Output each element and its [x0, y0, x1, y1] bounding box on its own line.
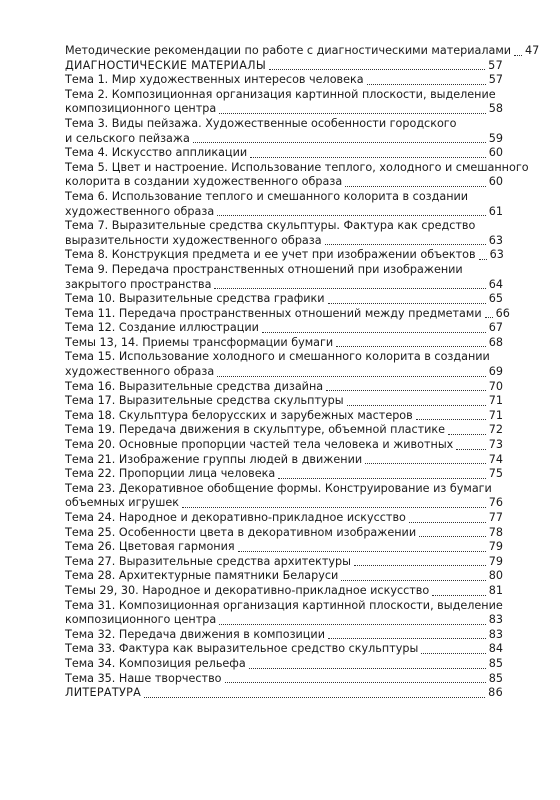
toc-entry[interactable] — [65, 628, 503, 643]
toc-entry-title: Тема 32. Передача движения в композиции — [65, 627, 325, 641]
toc-entry[interactable] — [65, 642, 503, 657]
toc-entry-title-line: объемных игрушек — [65, 496, 180, 510]
toc-entry-title-line: художественного образа — [65, 365, 215, 379]
dot-leader — [456, 449, 485, 450]
toc-page-number: 58 — [488, 102, 503, 116]
toc-page-number: 71 — [488, 394, 503, 408]
toc-entry-last-line — [65, 613, 503, 628]
dot-leader — [347, 405, 486, 406]
dot-leader — [238, 551, 486, 552]
dot-leader — [262, 332, 486, 333]
toc-page-number: 86 — [488, 686, 503, 700]
dot-leader — [432, 595, 486, 596]
toc-entry-last-line — [65, 205, 503, 220]
toc-entry-last-line — [65, 365, 503, 380]
toc-entry-title: Тема 35. Наше творчество — [65, 671, 222, 685]
toc-entry[interactable] — [65, 409, 503, 424]
toc-page-number: 66 — [495, 306, 510, 320]
toc-entry-last-line — [65, 234, 503, 249]
toc-entry[interactable] — [65, 44, 540, 59]
toc-entry[interactable] — [65, 321, 503, 336]
toc-page-number: 85 — [488, 671, 503, 685]
toc-entry-title: Тема 26. Цветовая гармония — [65, 540, 235, 554]
toc-section-title: ДИАГНОСТИЧЕСКИЕ МАТЕРИАЛЫ — [65, 58, 267, 72]
dot-leader — [409, 522, 486, 523]
toc-page-number: 83 — [488, 613, 503, 627]
toc-entry[interactable] — [65, 438, 503, 453]
toc-entry[interactable] — [65, 380, 503, 395]
toc-entry-title: Тема 1. Мир художественных интересов человека — [65, 73, 364, 87]
toc-entry-last-line — [65, 496, 503, 511]
toc-page-number: 60 — [488, 175, 503, 189]
toc-entry[interactable] — [65, 306, 510, 322]
toc-entry-title-line: Тема 7. Выразительные средства скульптуры. Фактура как средство — [65, 219, 476, 233]
toc-entry-title-line: Тема 3. Виды пейзажа. Художественные особенности городского — [65, 116, 457, 130]
toc-entry[interactable] — [65, 686, 503, 701]
toc-entry-title-line: закрытого пространства — [65, 277, 212, 291]
toc-entry[interactable] — [65, 394, 503, 409]
toc-entry-last-line — [65, 102, 503, 117]
toc-entry-title: Тема 4. Искусство аппликации — [65, 146, 248, 160]
toc-page-number: 65 — [488, 292, 503, 306]
dot-leader — [328, 303, 486, 304]
toc-entry-title: Тема 33. Фактура как выразительное средство скульптуры — [65, 642, 419, 656]
toc-entry[interactable] — [65, 336, 503, 351]
dot-leader — [365, 463, 486, 464]
toc-entry-last-line — [65, 278, 503, 293]
toc-entry[interactable] — [65, 599, 503, 628]
toc-page-number: 78 — [488, 525, 503, 539]
toc-page-number: 72 — [488, 423, 503, 437]
toc-entry-title-line: художественного образа — [65, 204, 215, 218]
toc-entry-title-line: Тема 9. Передача пространственных отношений при изображении — [65, 262, 463, 276]
dot-leader — [367, 84, 486, 85]
dot-leader — [278, 478, 485, 479]
dot-leader — [269, 69, 485, 70]
toc-page-number: 57 — [488, 73, 503, 87]
toc-page-number: 57 — [488, 58, 503, 72]
toc-entry-title: Тема 24. Народное и декоративно-прикладное искусство — [65, 511, 406, 524]
toc-entry-title-line: Тема 6. Использование теплого и смешанного колорита в создании — [65, 189, 469, 203]
toc-entry[interactable] — [65, 190, 503, 219]
toc-entry[interactable] — [65, 73, 503, 88]
toc-entry-title-line: Тема 23. Декоративное обобщение формы. Конструирование из бумаги — [65, 481, 492, 495]
toc-entry-title-line: Тема 5. Цвет и настроение. Использование теплого, холодного и смешанного — [65, 160, 529, 174]
toc-page-number: 75 — [488, 467, 503, 481]
toc-entry[interactable] — [65, 263, 503, 292]
dot-leader — [416, 419, 486, 420]
toc-page-number: 68 — [488, 335, 503, 349]
toc-page-number: 80 — [488, 569, 503, 583]
toc-entry[interactable] — [65, 59, 503, 74]
dot-leader — [250, 157, 486, 158]
toc-entry-title-line: Тема 15. Использование холодного и смешанного колорита в создании — [65, 350, 490, 364]
toc-entry-last-line — [65, 175, 503, 190]
toc-entry-title: Тема 18. Скульптура белорусских и зарубежных мастеров — [65, 408, 413, 422]
toc-entry-title: Тема 8. Конструкция предмета и ее учет при изображении объектов — [65, 248, 476, 262]
dot-leader — [336, 346, 486, 347]
toc-entry-title: Тема 34. Композиция рельефа — [65, 656, 246, 670]
dot-leader — [485, 317, 493, 318]
toc-page-number: 84 — [488, 642, 503, 656]
toc-entry[interactable] — [65, 423, 503, 438]
toc-entry-title: Тема 25. Особенности цвета в декоративном изображении — [65, 525, 417, 539]
toc-entry[interactable] — [65, 292, 503, 307]
dot-leader — [514, 55, 522, 56]
toc-entry-title: Тема 10. Выразительные средства графики — [65, 292, 325, 306]
toc-page-number: 83 — [488, 627, 503, 641]
dot-leader — [217, 376, 486, 377]
toc-entry[interactable] — [65, 160, 529, 190]
toc-entry-last-line — [65, 132, 503, 147]
toc-page-number: 73 — [488, 438, 503, 452]
toc-entry[interactable] — [65, 569, 503, 584]
toc-entry-title: Тема 22. Пропорции лица человека — [65, 467, 276, 481]
toc-page-number: 79 — [488, 554, 503, 568]
toc-entry[interactable] — [65, 350, 503, 379]
toc-entry-title: Тема 20. Основные пропорции частей тела человека и животных — [65, 438, 454, 452]
toc-entry-title: Тема 28. Архитектурные памятники Беларуси — [65, 569, 339, 583]
dot-leader — [219, 113, 486, 114]
toc-page-number: 79 — [488, 540, 503, 554]
toc-entry-title-line: композиционного центра — [65, 613, 217, 627]
toc-page-number: 70 — [488, 379, 503, 393]
dot-leader — [193, 142, 486, 143]
toc-entry[interactable] — [65, 657, 503, 672]
toc-page-number: 74 — [488, 452, 503, 466]
dot-leader — [217, 215, 486, 216]
toc-entry-title: Тема 11. Передача пространственных отношений между предметами — [65, 306, 482, 320]
toc-entry-title-line: Тема 31. Композиционная организация картинной плоскости, выделение — [65, 598, 503, 612]
toc-page-number: 76 — [488, 496, 503, 510]
dot-leader — [214, 288, 485, 289]
dot-leader — [144, 697, 485, 698]
toc-entry[interactable] — [65, 482, 503, 511]
toc-entry[interactable] — [65, 584, 503, 599]
toc-entry[interactable] — [65, 672, 503, 687]
table-of-contents — [65, 44, 540, 701]
toc-page-number: 63 — [489, 248, 504, 262]
toc-page-number: 47 — [525, 44, 540, 57]
toc-entry-title-line: выразительности художественного образа — [65, 233, 322, 247]
dot-leader — [219, 624, 486, 625]
dot-leader — [341, 580, 485, 581]
toc-entry-title: Темы 13, 14. Приемы трансформации бумаги — [65, 335, 334, 349]
toc-entry-title: Тема 19. Передача движения в скульптуре, объемной пластике — [65, 423, 446, 437]
toc-page-number: 77 — [488, 511, 503, 524]
toc-entry-title: Тема 12. Создание иллюстрации — [65, 321, 259, 335]
dot-leader — [249, 668, 486, 669]
toc-page-number: 81 — [488, 583, 503, 597]
toc-page-number: 71 — [488, 408, 503, 422]
dot-leader — [325, 244, 486, 245]
toc-entry[interactable] — [65, 219, 503, 248]
toc-page-number: 69 — [488, 365, 503, 379]
dot-leader — [448, 434, 486, 435]
toc-entry-title-line: и сельского пейзажа — [65, 131, 190, 145]
dot-leader — [225, 682, 486, 683]
toc-entry[interactable] — [65, 526, 503, 541]
toc-entry[interactable] — [65, 117, 503, 146]
dot-leader — [419, 536, 486, 537]
dot-leader — [345, 186, 486, 187]
toc-entry[interactable] — [65, 511, 503, 526]
toc-entry-title: Тема 27. Выразительные средства архитектуры — [65, 554, 351, 568]
toc-entry[interactable] — [65, 540, 503, 555]
toc-page-number: 61 — [488, 204, 503, 218]
dot-leader — [421, 653, 485, 654]
dot-leader — [354, 565, 486, 566]
dot-leader — [479, 259, 487, 260]
toc-entry-title: Методические рекомендации по работе с диагностическими материалами — [65, 44, 512, 57]
dot-leader — [328, 638, 486, 639]
toc-page-number: 64 — [488, 277, 503, 291]
toc-section-title: ЛИТЕРАТУРА — [65, 686, 142, 700]
toc-entry[interactable] — [65, 453, 503, 468]
toc-entry[interactable] — [65, 555, 503, 570]
toc-page-number: 67 — [488, 321, 503, 335]
toc-page-number: 60 — [488, 146, 503, 160]
toc-entry[interactable] — [65, 88, 503, 117]
toc-page-number: 63 — [488, 233, 503, 247]
toc-entry-title: Тема 17. Выразительные средства скульптуры — [65, 394, 344, 408]
toc-entry[interactable] — [65, 146, 503, 161]
toc-entry[interactable] — [65, 467, 503, 482]
toc-entry-title-line: колорита в создании художественного образа — [65, 175, 343, 189]
toc-entry[interactable] — [65, 248, 503, 263]
toc-entry-title-line: Тема 2. Композиционная организация картинной плоскости, выделение — [65, 87, 496, 101]
dot-leader — [182, 507, 486, 508]
toc-entry-title: Темы 29, 30. Народное и декоративно-прикладное искусство — [65, 583, 430, 597]
toc-page-number: 59 — [488, 131, 503, 145]
toc-page-number: 85 — [488, 656, 503, 670]
toc-entry-title: Тема 21. Изображение группы людей в движении — [65, 452, 363, 466]
toc-entry-title-line: композиционного центра — [65, 102, 217, 116]
toc-entry-title: Тема 16. Выразительные средства дизайна — [65, 379, 324, 393]
dot-leader — [326, 390, 486, 391]
